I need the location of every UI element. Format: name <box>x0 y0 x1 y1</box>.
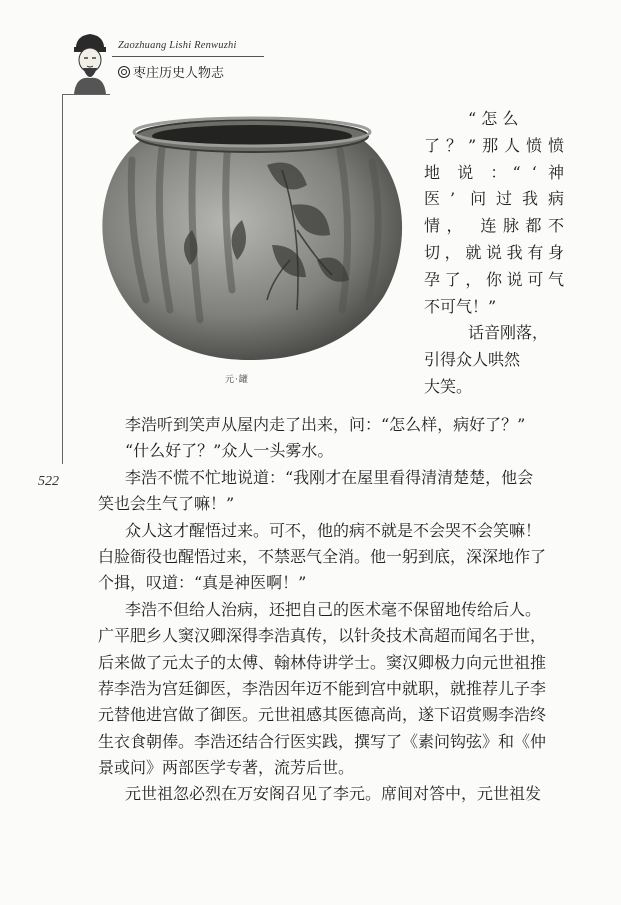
text-line: 地 说 ：“ ‘ 神 <box>424 162 564 182</box>
text-line: 切，就说我有身 <box>424 242 564 262</box>
text-line: 荐李浩为宫廷御医，李浩因年迈不能到宫中就职，就推荐儿子李 <box>98 678 547 698</box>
margin-vertical-rule <box>62 94 63 464</box>
text-line: 李浩不但给人治病，还把自己的医术毫不保留地传给后人。 <box>125 599 542 619</box>
text-line: 情， 连脉都不 <box>424 216 564 236</box>
text-line: 孕了，你说可气 <box>424 269 564 289</box>
page-number: 522 <box>38 474 59 489</box>
text-line: 白脸衙役也醒悟过来，不禁恶气全消。他一躬到底，深深地作了 <box>98 546 547 566</box>
text-line: 后来做了元太子的太傅、翰林侍讲学士。窦汉卿极力向元世祖推 <box>98 652 547 672</box>
text-line: 景或问》两部医学专著，流芳后世。 <box>98 758 355 778</box>
text-line: 众人这才醒悟过来。可不，他的病不就是不会哭不会笑嘛！ <box>125 520 542 540</box>
margin-horizontal-rule <box>62 94 110 95</box>
text-line: 元替他进宫做了御医。元世祖感其医德高尚，遂下诏赏赐李浩终 <box>98 705 547 725</box>
series-title-english: Zaozhuang Lishi Renwuzhi <box>118 40 237 51</box>
text-line: 李浩不慌不忙地说道：“我刚才在屋里看得清清楚楚，他会 <box>125 467 534 487</box>
yuan-jar-photo <box>92 110 410 368</box>
text-line: 了？”那人愤愤 <box>424 135 564 155</box>
series-title-chinese-row <box>118 62 224 81</box>
text-line: 话音刚落， <box>468 323 549 343</box>
figure-caption: 元·罐 <box>225 375 249 385</box>
text-line: 不可气！” <box>424 296 497 316</box>
text-line: “什么好了？”众人一头雾水。 <box>125 441 334 461</box>
text-line: 笑也会生气了嘛！” <box>98 494 235 514</box>
wrapped-text-column <box>424 106 564 401</box>
text-line: 李浩听到笑声从屋内走了出来，问：“怎么样，病好了？” <box>125 415 526 434</box>
text-line: 个揖，叹道：“真是神医啊！” <box>98 573 307 593</box>
text-line: 引得众人哄然 <box>424 350 521 370</box>
main-text <box>98 412 550 808</box>
text-line: 广平肥乡人窦汉卿深得李浩真传，以针灸技术高超而闻名于世， <box>98 626 547 646</box>
circle-bullet-icon <box>118 66 130 78</box>
text-line: 生衣食朝俸。李浩还结合行医实践，撰写了《素问钩弦》和《仲 <box>98 731 547 751</box>
text-line: 医’ 问过我病 <box>424 189 564 209</box>
text-line: “ 怎 么 <box>468 109 519 128</box>
header-rule <box>112 56 264 57</box>
series-title-chinese: 枣庄历史人物志 <box>133 66 225 81</box>
scholar-portrait-icon <box>70 30 110 94</box>
text-line: 元世祖忽必烈在万安阁召见了李元。席间对答中，元世祖发 <box>125 784 542 804</box>
text-line: 大笑。 <box>424 376 473 396</box>
